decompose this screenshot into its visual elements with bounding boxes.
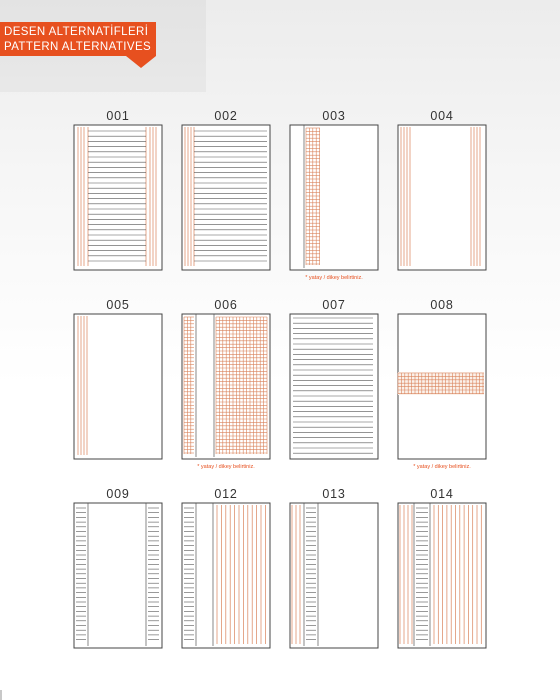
pattern-card-006[interactable] [181,297,271,470]
pattern-sheet [73,124,163,271]
pattern-sheet [73,313,163,460]
pattern-card-009[interactable] [73,486,163,653]
pattern-card-012[interactable] [181,486,271,653]
pattern-sheet [397,313,487,460]
pattern-code: 007 [322,298,346,312]
pattern-sheet [181,502,271,649]
header-title-en: PATTERN ALTERNATIVES [4,41,152,53]
pattern-sheet [397,124,487,271]
pattern-code: 003 [322,109,346,123]
pattern-card-007[interactable] [289,297,379,464]
pattern-sheet [289,502,379,649]
pattern-code: 004 [430,109,454,123]
pattern-card-014[interactable] [397,486,487,653]
pattern-code: 008 [430,298,454,312]
pattern-sheet [397,502,487,649]
pattern-code: 001 [106,109,130,123]
page-edge-mark [0,690,2,700]
pattern-card-013[interactable] [289,486,379,653]
section-header-tab [0,22,156,56]
pattern-code: 014 [430,487,454,501]
pattern-card-002[interactable] [181,108,271,275]
pattern-sheet [73,502,163,649]
pattern-sheet [181,124,271,271]
pattern-code: 012 [214,487,238,501]
pattern-code: 009 [106,487,130,501]
pattern-card-004[interactable] [397,108,487,275]
pattern-note: * yatay / dikey belirtiniz. [305,275,363,281]
pattern-sheet [289,124,379,271]
pattern-sheet [181,313,271,460]
pattern-card-008[interactable] [397,297,487,470]
header-title-tr: DESEN ALTERNATİFLERİ [4,26,149,38]
pattern-sheet [289,313,379,460]
pattern-code: 005 [106,298,130,312]
pattern-card-005[interactable] [73,297,163,464]
pattern-note: * yatay / dikey belirtiniz. [197,464,255,470]
pattern-code: 013 [322,487,346,501]
header-tab-arrow [126,56,156,68]
pattern-card-003[interactable] [289,108,379,281]
pattern-code: 002 [214,109,238,123]
pattern-card-001[interactable] [73,108,163,275]
pattern-code: 006 [214,298,238,312]
pattern-note: * yatay / dikey belirtiniz. [413,464,471,470]
